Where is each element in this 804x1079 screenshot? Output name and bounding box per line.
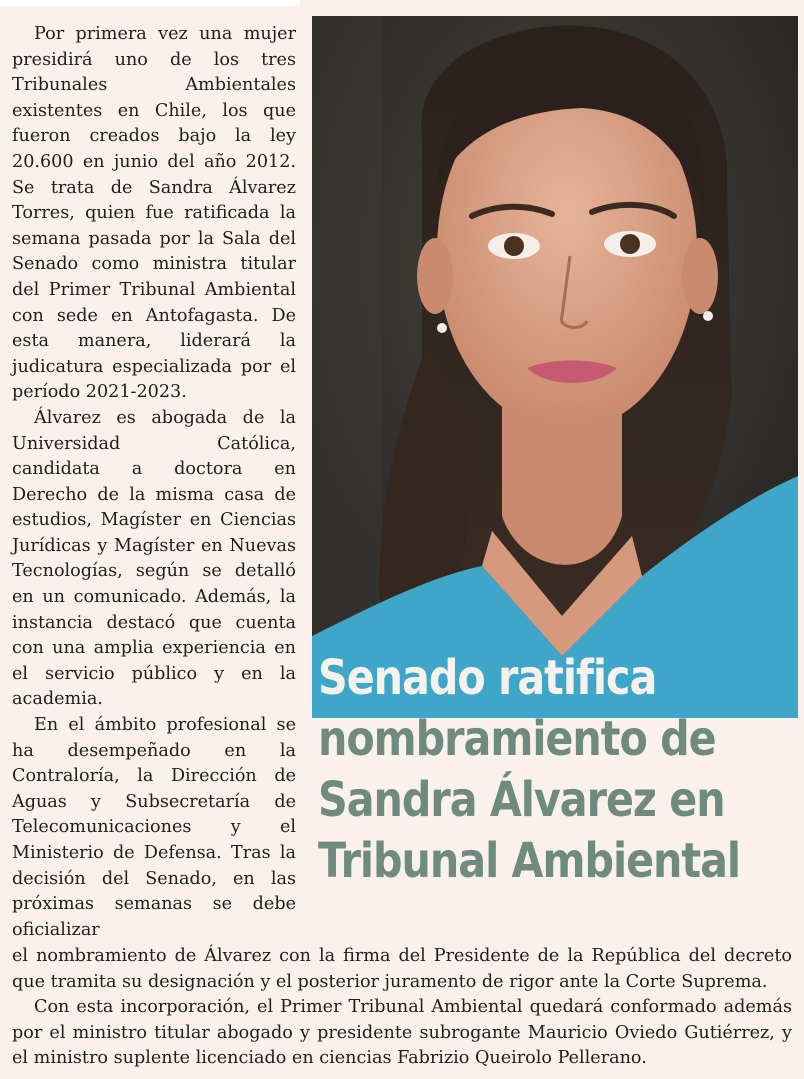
headline-line-1: Senado ratifica	[318, 650, 657, 706]
headline-line-4: Tribunal Ambiental	[318, 833, 741, 889]
headline	[318, 648, 741, 892]
article-paragraph-4: Con esta incorporación, el Primer Tribunal Ambiental quedará conformado además por el ministro titular abogado y presidente subrogante Mauricio Oviedo Gutiérrez, y el ministro suplente licenciado en ciencias Fabrizio Queirolo Pellerano.	[12, 997, 792, 1069]
article-full-width	[12, 944, 792, 1072]
portrait-photo	[312, 16, 798, 718]
page-top-strip	[0, 0, 300, 6]
headline-line-3: Sandra Álvarez en	[318, 772, 725, 828]
article-paragraph-2: Álvarez es abogada de la Universidad Católica, candidata a doctora en Derecho de la misma casa de estudios, Magíster en Ciencias Jurídicas y Magíster en Nuevas Tecnologías, según se detalló en un comunicado. Además, la instancia destacó que cuenta con una amplia experiencia en el servicio público y en la academia.	[12, 407, 296, 710]
headline-line-2: nombramiento de	[318, 711, 716, 767]
article-paragraph-3-continued: el nombramiento de Álvarez con la firma del Presidente de la República del decreto que tramita su designación y el posterior juramento de rigor ante la Corte Suprema.	[12, 946, 792, 992]
article-left-column	[12, 22, 296, 943]
article-paragraph-3: En el ámbito profesional se ha desempeñado en la Contraloría, la Dirección de Aguas y Subsecretaría de Telecomunicaciones y el Ministerio de Defensa. Tras la decisión del Senado, en las próximas semanas se debe oficializar	[12, 715, 296, 940]
article-paragraph-1: Por primera vez una mujer presidirá uno de los tres Tribunales Ambientales existentes en Chile, los que fueron creados bajo la ley 20.600 en junio del año 2012. Se trata de Sandra Álvarez Torres, quien fue ratificada la semana pasada por la Sala del Senado como ministra titular del Primer Tribunal Ambiental con sede en Antofagasta. De esta manera, liderará la judicatura especializada por el período 2021-2023.	[12, 24, 296, 403]
